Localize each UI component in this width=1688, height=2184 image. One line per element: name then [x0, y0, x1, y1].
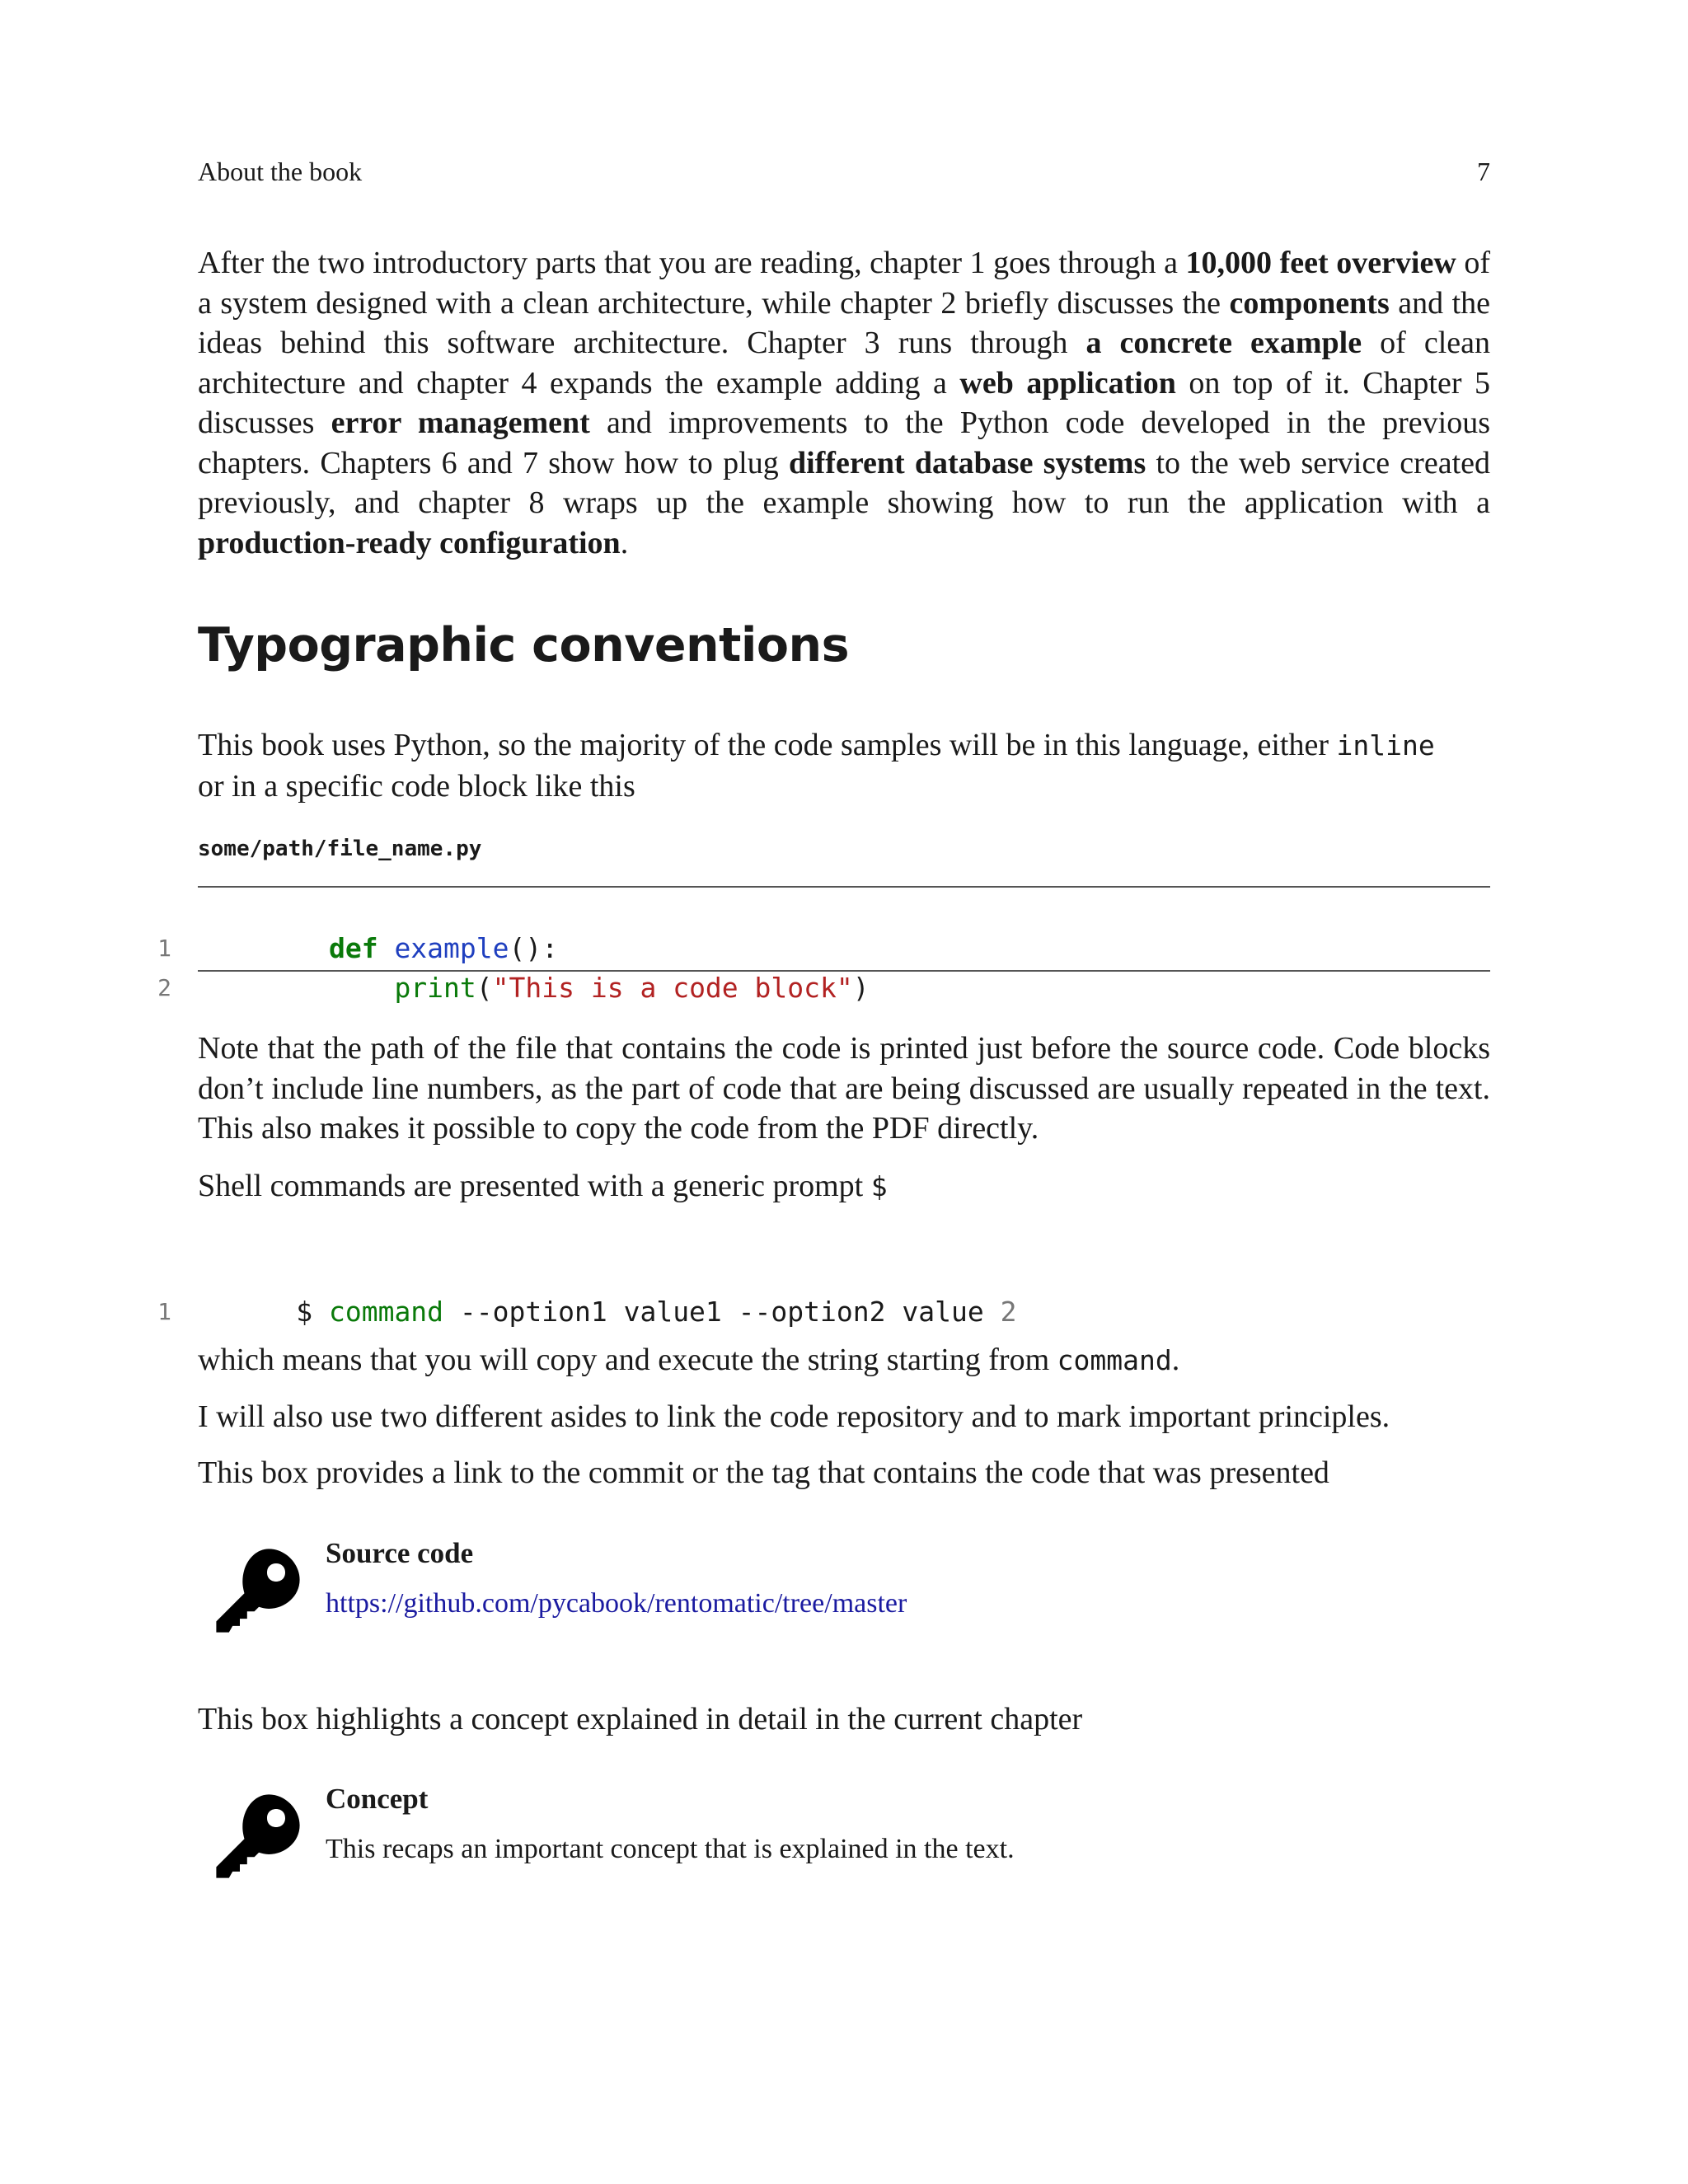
code-paren-open: ( — [476, 972, 493, 1004]
code-line-2 — [157, 929, 870, 1004]
asides-paragraph: I will also use two different asides to link the code repository and to mark important principles. — [198, 1399, 1390, 1434]
intro-bold-web-app: web application — [959, 365, 1176, 401]
intro-paragraph — [198, 243, 1490, 563]
intro-bold-production: production-ready configuration — [198, 525, 621, 560]
shell-args: --option1 value1 --option2 value — [443, 1296, 1001, 1328]
key-icon — [213, 1545, 303, 1636]
intro-text-8: . — [620, 525, 629, 560]
intro-text-3: and the ideas behind this software architecture. Chapter 3 runs through — [198, 285, 1490, 360]
page-number: 7 — [1477, 157, 1490, 186]
line-number: 1 — [157, 935, 171, 962]
shell-code-line[interactable] — [157, 1253, 1017, 1328]
conventions-text-2: or in a specific code block like this — [198, 768, 635, 804]
code-punctuation: (): — [509, 932, 559, 964]
conventions-text-1: This book uses Python, so the majority of the code samples will be in this language, either — [198, 728, 1337, 762]
repository-link[interactable]: https://github.com/pycabook/rentomatic/tree/master — [326, 1588, 907, 1619]
intro-bold-overview: 10,000 feet overview — [1185, 246, 1456, 280]
intro-text-5: on top of it. Chapter 5 discusses — [198, 365, 1490, 440]
concept-title: Concept — [326, 1783, 429, 1815]
source-code-body — [326, 1588, 907, 1619]
shell-trailing-number: 2 — [1000, 1296, 1017, 1328]
concept-body: This recaps an important concept that is explained in the text. — [326, 1834, 1015, 1864]
builtin-print: print — [394, 972, 476, 1004]
intro-bold-example: a concrete example — [1085, 326, 1362, 360]
source-code-aside — [198, 1537, 1490, 1661]
line-number: 1 — [157, 1298, 171, 1325]
intro-text-7: to the web service created previously, and chapter 8 wraps up the example showing how to run the application with a — [198, 445, 1490, 520]
box2-intro: This box highlights a concept explained in detail in the current chapter — [198, 1702, 1083, 1736]
key-icon — [213, 1791, 303, 1882]
code-filename: some/path/file_name.py — [198, 837, 482, 861]
which-text: which means that you will copy and execute the string starting from — [198, 1343, 1057, 1377]
intro-text-4: of clean architecture and chapter 4 expands the example adding a — [198, 326, 1491, 401]
section-title: Typographic conventions — [198, 618, 850, 673]
prompt-symbol: $ — [870, 1170, 888, 1202]
intro-bold-databases: different database systems — [788, 445, 1146, 480]
code-block[interactable] — [157, 886, 1490, 1004]
function-name: example — [394, 932, 509, 964]
intro-text-2: of a system designed with a clean architecture, while chapter 2 briefly discusses the — [198, 246, 1491, 321]
keyword-def: def — [328, 932, 378, 964]
which-end: . — [1171, 1343, 1180, 1377]
inline-command: command — [1057, 1344, 1172, 1376]
running-header-title: About the book — [198, 157, 363, 186]
code-paren-close: ) — [852, 972, 870, 1004]
shell-prompt: $ — [296, 1296, 329, 1328]
code-indent — [329, 972, 394, 1004]
code-line-1 — [157, 889, 559, 964]
which-paragraph — [198, 1340, 1490, 1381]
shell-paragraph — [198, 1166, 1490, 1207]
intro-bold-components: components — [1229, 285, 1390, 321]
string-literal: "This is a code block" — [492, 972, 853, 1004]
running-header — [198, 157, 1490, 187]
intro-text-1: After the two introductory parts that you are reading, chapter 1 goes through a — [198, 246, 1186, 280]
note-paragraph: Note that the path of the file that contains the code is printed just before the source code. Code blocks don’t include line numbers, as the part of code that are being discussed are usually repeated in the text. This also makes it possible to copy the code from the PDF directly. — [198, 1031, 1490, 1146]
intro-bold-error: error management — [331, 405, 590, 440]
conventions-paragraph — [198, 725, 1490, 806]
line-number: 2 — [157, 974, 171, 1001]
shell-text: Shell commands are presented with a generic prompt — [198, 1169, 871, 1203]
inline-code-sample: inline — [1336, 729, 1435, 762]
shell-command: command — [328, 1296, 444, 1328]
concept-aside — [198, 1783, 1490, 1906]
intro-text-6: and improvements to the Python code developed in the previous chapters. Chapters 6 and 7 show how to plug — [198, 405, 1490, 480]
source-code-title: Source code — [326, 1537, 474, 1569]
box1-intro: This box provides a link to the commit or the tag that contains the code that was presented — [198, 1455, 1329, 1490]
